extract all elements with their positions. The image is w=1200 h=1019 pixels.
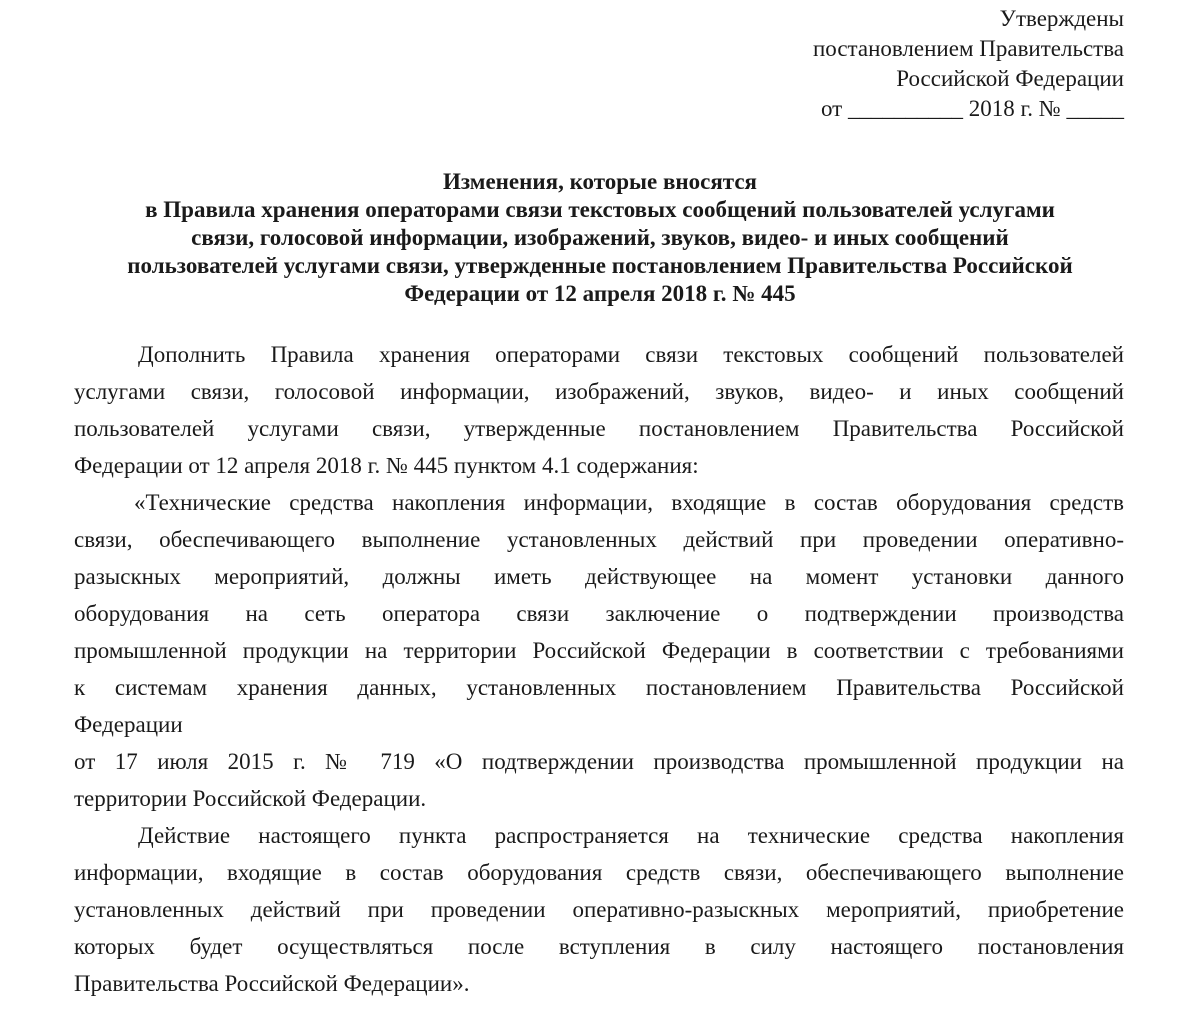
document-title bbox=[60, 168, 1140, 308]
text-line: Федерации bbox=[74, 712, 183, 737]
title-line: в Правила хранения операторами связи текстовых сообщений пользователей услугами bbox=[145, 197, 1055, 222]
text-line: оборудования на сеть оператора связи заключение о подтверждении производства bbox=[74, 601, 1124, 626]
text-line: Дополнить Правила хранения операторами связи текстовых сообщений пользователей bbox=[138, 342, 1124, 367]
approval-line-approved: Утверждены bbox=[999, 6, 1124, 31]
text-line: территории Российской Федерации. bbox=[74, 786, 427, 811]
text-line: Правительства Российской Федерации». bbox=[74, 971, 470, 996]
paragraph-amendment bbox=[74, 336, 1124, 484]
text-line: информации, входящие в состав оборудования средств связи, обеспечивающего выполнение bbox=[74, 860, 1124, 885]
text-line: услугами связи, голосовой информации, изображений, звуков, видео- и иных сообщений bbox=[74, 379, 1124, 404]
text-line: Действие настоящего пункта распространяется на технические средства накопления bbox=[138, 823, 1124, 848]
text-line: установленных действий при проведении оперативно-разыскных мероприятий, приобретение bbox=[74, 897, 1124, 922]
text-line: к системам хранения данных, установленных постановлением Правительства Российской bbox=[74, 675, 1124, 700]
text-line: промышленной продукции на территории Российской Федерации в соответствии с требованиями bbox=[74, 638, 1124, 663]
paragraph-scope bbox=[74, 817, 1124, 1002]
document-body bbox=[74, 336, 1124, 1002]
approval-block bbox=[813, 4, 1124, 124]
title-line: Федерации от 12 апреля 2018 г. № 445 bbox=[404, 281, 796, 306]
paragraph-quoted-clause bbox=[74, 484, 1124, 817]
text-line: пользователей услугами связи, утвержденные постановлением Правительства Российской bbox=[74, 416, 1124, 441]
text-line: связи, обеспечивающего выполнение установленных действий при проведении оперативно- bbox=[74, 527, 1124, 552]
title-line: пользователей услугами связи, утвержденные постановлением Правительства Российской bbox=[127, 253, 1073, 278]
text-line: разыскных мероприятий, должны иметь действующее на момент установки данного bbox=[74, 564, 1124, 589]
text-line: «Технические средства накопления информации, входящие в состав оборудования средств bbox=[134, 490, 1124, 515]
text-line: Федерации от 12 апреля 2018 г. № 445 пунктом 4.1 содержания: bbox=[74, 453, 699, 478]
approval-line-decree: постановлением Правительства bbox=[812, 36, 1124, 61]
approval-line-federation: Российской Федерации bbox=[896, 66, 1124, 91]
title-line: связи, голосовой информации, изображений, звуков, видео- и иных сообщений bbox=[191, 225, 1009, 250]
text-line: которых будет осуществляться после вступления в силу настоящего постановления bbox=[74, 934, 1124, 959]
approval-line-date-number: от __________ 2018 г. № _____ bbox=[820, 96, 1124, 121]
text-line: от 17 июля 2015 г. № 719 «О подтверждении производства промышленной продукции на bbox=[74, 749, 1124, 774]
title-line: Изменения, которые вносятся bbox=[443, 169, 757, 194]
